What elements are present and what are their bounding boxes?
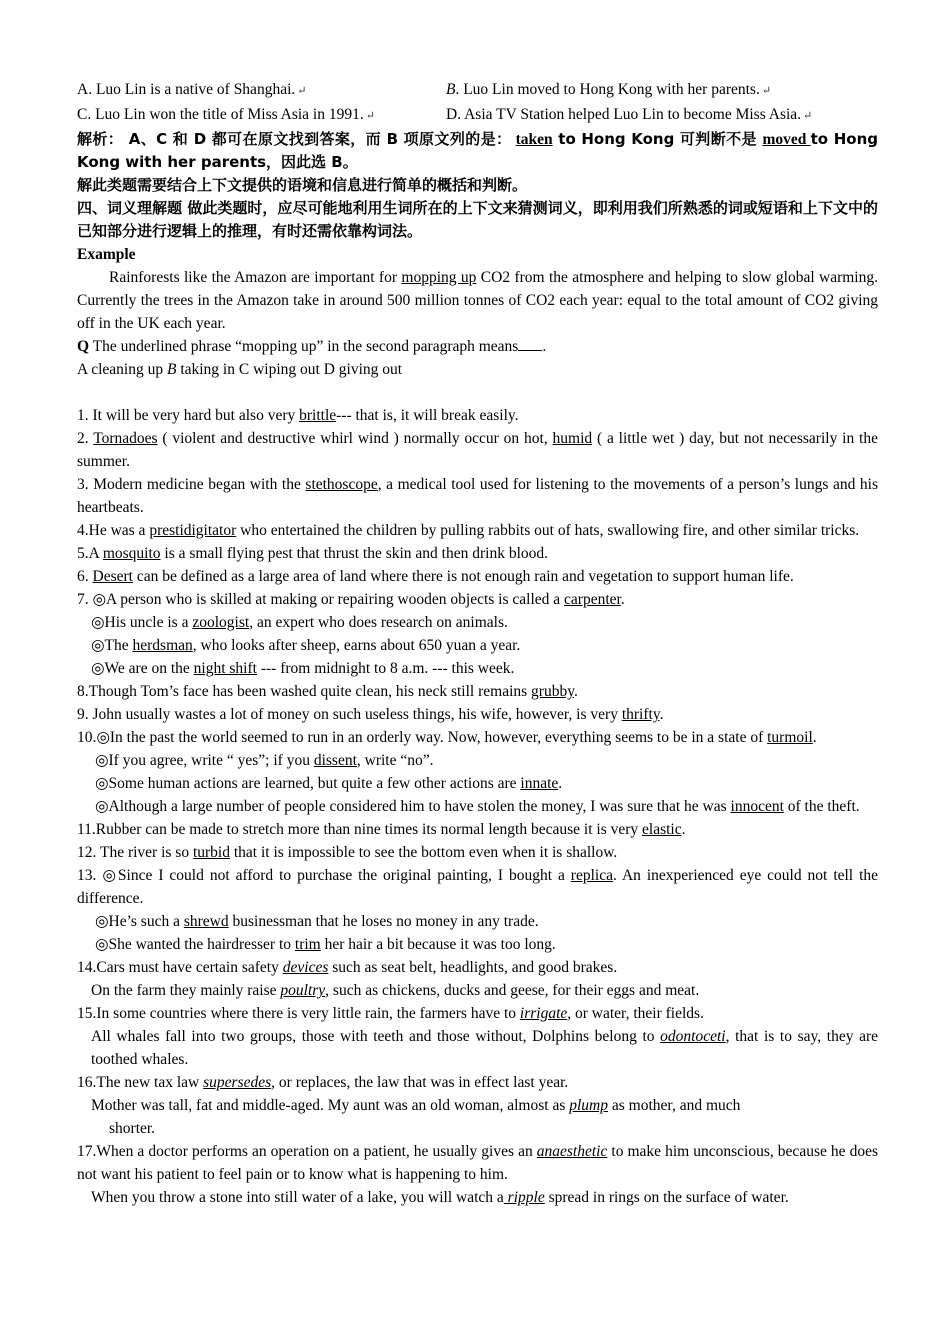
item-text: When you throw a stone into still water of a lake, you will watch a [91,1189,504,1206]
options-row-1 [77,78,878,103]
item-text: . [812,729,817,746]
item-text: 13. ◎Since I could not afford to purchase the original painting, I bought a [77,867,571,884]
target-word: prestidigitator [149,522,237,539]
item-text: ◎If you agree, write “ yes”; if you [95,752,314,769]
item-text: ( violent and destructive whirl wind ) normally occur on hot, [157,430,553,447]
item-text: 11.Rubber can be made to stretch more than nine times its normal length because it is very [77,821,643,838]
item-text: is a small flying pest that thrust the skin and then drink blood. [160,545,549,562]
option-b-text: . Luo Lin moved to Hong Kong with her parents. [455,81,760,98]
target-word: turmoil [767,729,813,746]
target-word: devices [282,959,329,976]
target-word: shrewd [183,913,229,930]
option-d-text: D. Asia TV Station helped Luo Lin to become Miss Asia. [446,106,802,123]
target-word: turbid [192,844,230,861]
analysis-text: to Hong Kong with her parents，因此选 B。 [77,130,878,171]
target-word: innocent [730,798,784,815]
target-word: carpenter [564,591,621,608]
list-item [77,1186,878,1209]
text: The underlined phrase “mopping up” in the second paragraph means [89,338,519,355]
target-word: humid [552,430,593,447]
item-text: --- that is, it will break easily. [336,407,519,424]
target-word: odontoceti [660,1028,726,1045]
item-text: ◎His uncle is a [91,614,193,631]
item-text: ◎He’s such a [95,913,184,930]
item-text: 4.He was a [77,522,150,539]
item-text: of the theft. [783,798,860,815]
analysis-paragraph [77,128,878,174]
list-item [77,1025,878,1071]
list-item [77,772,878,795]
item-text: can be defined as a large area of land where there is not enough rain and vegetation to support human life. [132,568,794,585]
example-choices [77,358,878,381]
option-b-letter: B [446,81,456,98]
analysis-text: to Hong Kong 可判断不是 [552,130,763,148]
item-text: ◎Although a large number of people considered him to have stolen the money, I was sure that he was [95,798,731,815]
text: Rainforests like the Amazon are important for [109,269,402,286]
item-text: 7. ◎A person who is skilled at making or repairing wooden objects is called a [77,591,565,608]
item-text: as mother, and much [608,1097,741,1114]
target-word: anaesthetic [536,1143,608,1160]
item-text: businessman that he loses no money in any trade. [228,913,539,930]
item-text: 5.A [77,545,103,562]
target-word: zoologist [192,614,250,631]
text: . [542,338,547,355]
target-word: grubby [531,683,574,700]
item-text: . [620,591,625,608]
list-item [77,1140,878,1186]
end-mark-icon: ↵ [803,110,813,122]
item-text: that it is impossible to see the bottom even when it is shallow. [229,844,618,861]
list-item [77,933,878,956]
list-item [77,519,878,542]
target-word: trim [294,936,321,953]
item-text: Mother was tall, fat and middle-aged. My aunt was an old woman, almost as [91,1097,570,1114]
item-text: . An inexperienced eye could not tell the difference. [77,867,879,907]
option-c [77,103,446,128]
list-item [77,726,878,749]
item-text: . [659,706,664,723]
question-label: Q [77,338,90,355]
item-text: such as seat belt, headlights, and good brakes. [328,959,618,976]
target-word: Tornadoes [93,430,158,447]
text: CO2 from the atmosphere and helping to slow global warming. Currently the trees in the Amazon take in around 500 million tonnes of CO2 each year: equal to the total amount of CO2 giving off in the UK each year. [77,269,878,332]
vocabulary-items [77,404,878,1209]
item-text: who entertained the children by pulling rabbits out of hats, swallowing fire, and other similar tricks. [236,522,860,539]
list-item: shorter. [109,1120,156,1137]
list-item [77,427,878,473]
target-word: plump [569,1097,608,1114]
item-text: 10.◎In the past the world seemed to run in an orderly way. Now, however, everything seems to be in a state of [77,729,768,746]
item-text: 9. John usually wastes a lot of money on such useless things, his wife, however, is very [77,706,622,723]
list-item [77,657,878,680]
example-paragraph [77,266,878,335]
target-word: stethoscope [305,476,378,493]
list-item [77,588,878,611]
target-word: mosquito [102,545,161,562]
analysis-summary: 解此类题需要结合上下文提供的语境和信息进行简单的概括和判断。 [77,176,528,194]
item-text: 6. [77,568,93,585]
list-item [77,818,878,841]
item-text: , such as chickens, ducks and geese, for their eggs and meat. [325,982,700,999]
item-text: 15.In some countries where there is very little rain, the farmers have to [77,1005,520,1022]
item-text: . [558,775,563,792]
list-item [77,703,878,726]
item-text: On the farm they mainly raise [91,982,281,999]
list-item [77,1071,878,1094]
target-word: replica [570,867,613,884]
list-item [77,749,878,772]
example-question [77,335,878,358]
target-word: supersedes [203,1074,272,1091]
target-word: ripple [503,1189,545,1206]
choice-letter: B [166,361,177,378]
item-text: spread in rings on the surface of water. [544,1189,789,1206]
text: taking in C wiping out D giving out [176,361,403,378]
example-heading: Example [77,246,136,263]
option-a-text: A. Luo Lin is a native of Shanghai. [77,81,296,98]
item-text: ◎The [91,637,133,654]
item-text: ◎She wanted the hairdresser to [95,936,295,953]
underlined-word: mopping up [401,269,477,286]
item-text: ( a little wet ) day, but not necessarily in the summer. [77,430,878,470]
list-item [77,795,878,818]
target-word: herdsman [132,637,193,654]
list-item [77,473,878,519]
item-text: to make him unconscious, because he does not want his patient to feel pain or to know what is happening to him. [77,1143,878,1183]
section-heading: 四、词义理解题 做此类题时，应尽可能地利用生词所在的上下文来猜测词义，即利用我们所熟悉的词或短语和上下文中的已知部分进行逻辑上的推理，有时还需依靠构词法。 [77,199,878,240]
item-text: 2. [77,430,94,447]
item-text: . [573,683,578,700]
item-text: . [681,821,686,838]
list-item [77,956,878,979]
item-text: 17.When a doctor performs an operation on a patient, he usually gives an [77,1143,537,1160]
item-text: 1. It will be very hard but also very [77,407,300,424]
list-item [77,1002,878,1025]
item-text: , or water, their fields. [567,1005,704,1022]
item-text: 8.Though Tom’s face has been washed quite clean, his neck still remains [77,683,532,700]
return-mark-icon: ↵ [761,85,772,97]
item-text: , that is to say, they are toothed whales. [91,1028,879,1068]
option-c-text: C. Luo Lin won the title of Miss Asia in 1991. [77,106,364,123]
item-text: --- from midnight to 8 a.m. --- this week. [256,660,515,677]
item-text: , write “no”. [356,752,434,769]
list-item [77,864,878,910]
item-text: 16.The new tax law [77,1074,204,1091]
item-text: , a medical tool used for listening to the movements of a person’s lungs and his heartbeats. [77,476,878,516]
list-item [77,404,878,427]
analysis-text: 解析： A、C 和 D 都可在原文找到答案，而 B 项原文列的是： [77,130,512,148]
target-word: Desert [92,568,133,585]
item-text: 12. The river is so [77,844,193,861]
underlined-word: moved [762,131,811,148]
target-word: innate [520,775,559,792]
underlined-word: taken [515,131,553,148]
item-text: , an expert who does research on animals. [249,614,508,631]
list-item [77,979,878,1002]
item-text: her hair a bit because it was too long. [320,936,556,953]
list-item [77,841,878,864]
item-text: ◎Some human actions are learned, but quite a few other actions are [95,775,521,792]
list-item [77,910,878,933]
item-text: , or replaces, the law that was in effect last year. [271,1074,569,1091]
target-word: poultry [280,982,326,999]
list-item [77,611,878,634]
list-item [77,542,878,565]
spacer [77,381,878,404]
list-item [77,1094,878,1117]
text: A cleaning up [77,361,167,378]
list-item [77,680,878,703]
list-item [77,565,878,588]
target-word: elastic [642,821,682,838]
document-page [77,78,878,1209]
target-word: dissent [313,752,357,769]
item-text: , who looks after sheep, earns about 650 yuan a year. [192,637,521,654]
target-word: irrigate [519,1005,568,1022]
item-text: All whales fall into two groups, those with teeth and those without, Dolphins belong to [91,1028,661,1045]
return-mark-icon: ↵ [297,85,307,97]
list-item [77,634,878,657]
item-text: 3. Modern medicine began with the [77,476,306,493]
target-word: thrifty [621,706,660,723]
return-mark-icon: ↵ [365,110,375,122]
item-text: ◎We are on the [91,660,194,677]
answer-blank [518,336,542,351]
item-text: 14.Cars must have certain safety [77,959,283,976]
option-b [446,78,878,103]
options-row-2 [77,103,878,128]
option-a [77,78,446,103]
target-word: brittle [299,407,337,424]
option-d [446,103,878,128]
target-word: night shift [193,660,257,677]
